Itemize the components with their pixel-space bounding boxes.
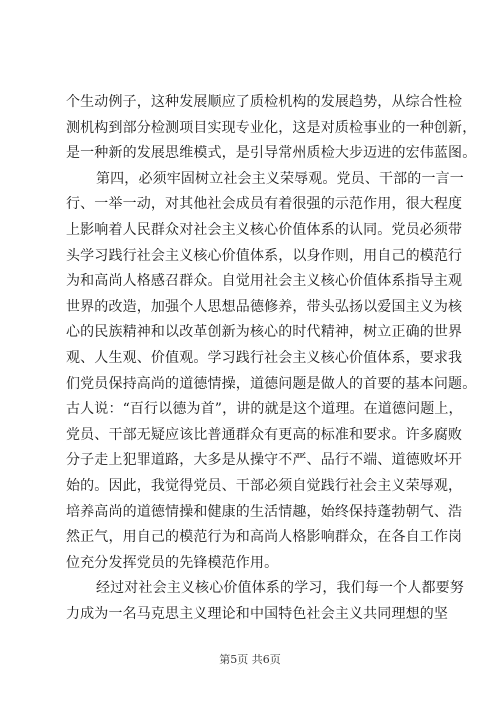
text-line: 为和高尚人格感召群众。自觉用社会主义核心价值体系指导主观 bbox=[66, 273, 463, 290]
text-line: 培养高尚的道德情操和健康的生活情趣，始终保持蓬勃朝气、浩 bbox=[66, 503, 463, 520]
text-line: 上影响着人民群众对社会主义核心价值体系的认同。党员必须带 bbox=[66, 221, 463, 238]
text-line: 古人说：“百行以德为首”，讲的就是这个道理。在道德问题上， bbox=[66, 401, 463, 418]
text-line: 个生动例子，这种发展顺应了质检机构的发展趋势，从综合性检 bbox=[66, 94, 463, 110]
text-line: 始的。因此，我觉得党员、干部必须自觉践行社会主义荣辱观， bbox=[66, 477, 463, 494]
paragraph-first-line: 第四，必须牢固树立社会主义荣辱观。党员、干部的一言一 bbox=[96, 170, 464, 187]
text-line: 头学习践行社会主义核心价值体系，以身作则，用自己的模范行 bbox=[66, 247, 463, 264]
body-text bbox=[66, 90, 477, 627]
text-line: 心的民族精神和以改革创新为核心的时代精神，树立正确的世界 bbox=[66, 324, 463, 341]
text-line: 然正气，用自己的模范行为和高尚人格影响群众，在各自工作岗 bbox=[66, 529, 463, 546]
text-line: 观、人生观、价值观。学习践行社会主义核心价值体系，要求我 bbox=[66, 349, 463, 366]
text-line: 世界的改造，加强个人思想品德修养，带头弘扬以爱国主义为核 bbox=[66, 298, 463, 315]
text-line: 党员、干部无疑应该比普通群众有更高的标准和要求。许多腐败 bbox=[66, 426, 463, 443]
text-line: 们党员保持高尚的道德情操，道德问题是做人的首要的基本问题。 bbox=[66, 375, 477, 392]
text-line: 测机构到部分检测项目实现专业化，这是对质检事业的一种创新， bbox=[66, 119, 477, 136]
text-line: 位充分发挥党员的先锋模范作用。 bbox=[66, 554, 279, 571]
text-line: 行、一举一动，对其他社会成员有着很强的示范作用，很大程度 bbox=[66, 196, 463, 213]
text-line: 力成为一名马克思主义理论和中国特色社会主义共同理想的坚 bbox=[66, 605, 449, 622]
text-line: 是一种新的发展思维模式，是引导常州质检大步迈进的宏伟蓝图。 bbox=[66, 145, 477, 162]
paragraph-first-line: 经过对社会主义核心价值体系的学习，我们每一个人都要努 bbox=[96, 580, 464, 597]
text-line: 分子走上犯罪道路，大多是从操守不严、品行不端、道德败坏开 bbox=[66, 452, 463, 469]
page-number-footer: 第5页 共6页 bbox=[219, 653, 281, 666]
